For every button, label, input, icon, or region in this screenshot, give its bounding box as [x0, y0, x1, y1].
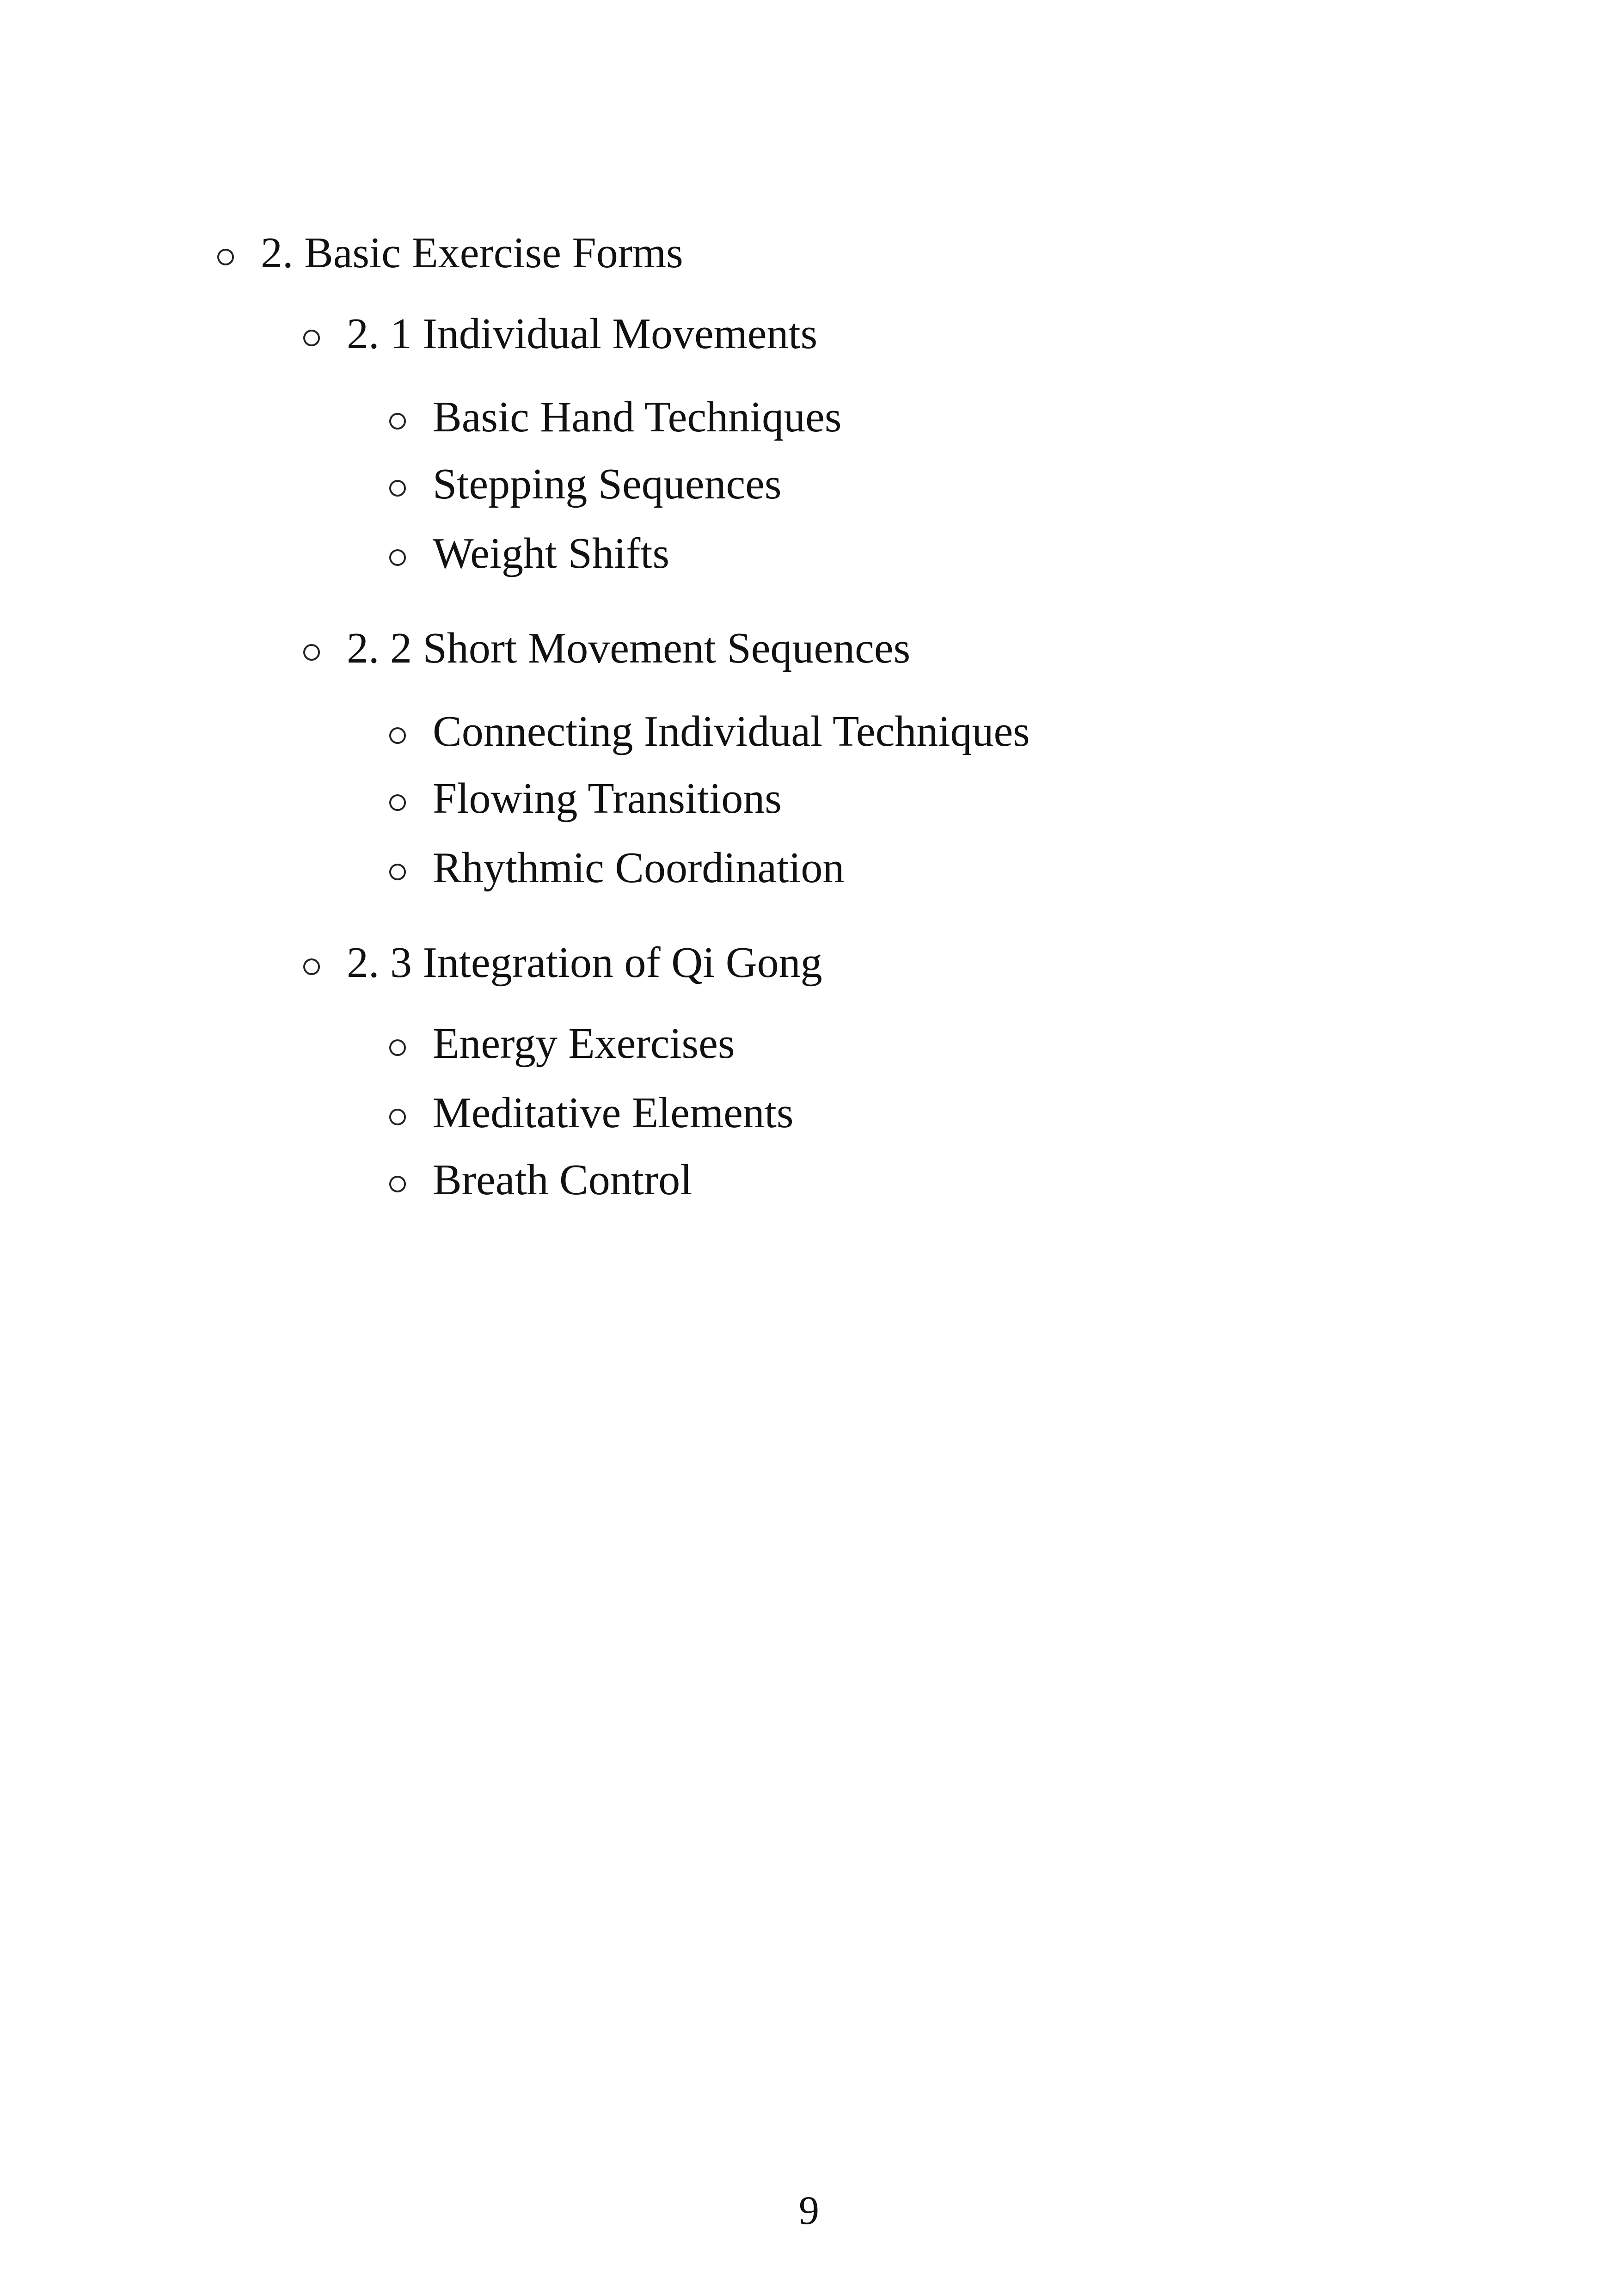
- outline-item-leaf: [389, 395, 841, 439]
- outline-item-leaf: [389, 462, 781, 506]
- subsection-title: 2. 3 Integration of Qi Gong: [347, 939, 822, 987]
- item-label: Energy Exercises: [433, 1019, 735, 1068]
- item-label: Connecting Individual Techniques: [433, 707, 1030, 755]
- hollow-circle-bullet-icon: [389, 549, 406, 566]
- outline-item-leaf: [389, 1019, 735, 1068]
- item-label: Meditative Elements: [433, 1089, 794, 1137]
- outline-item-leaf: [389, 1091, 794, 1135]
- subsection-title: 2. 1 Individual Movements: [347, 310, 818, 358]
- hollow-circle-bullet-icon: [303, 644, 320, 661]
- hollow-circle-bullet-icon: [303, 958, 320, 975]
- page-number: 9: [799, 2188, 819, 2233]
- hollow-circle-bullet-icon: [389, 1039, 406, 1056]
- item-label: Rhythmic Coordination: [433, 844, 845, 892]
- hollow-circle-bullet-icon: [389, 480, 406, 497]
- item-label: Basic Hand Techniques: [433, 393, 842, 441]
- hollow-circle-bullet-icon: [303, 330, 320, 346]
- hollow-circle-bullet-icon: [389, 794, 406, 811]
- section-title: 2. Basic Exercise Forms: [261, 229, 683, 277]
- hollow-circle-bullet-icon: [389, 1176, 406, 1192]
- outline-item-leaf: [389, 846, 844, 890]
- hollow-circle-bullet-icon: [389, 1109, 406, 1125]
- outline-item-leaf: [389, 774, 782, 823]
- outline-item-subsection-2: [303, 626, 910, 670]
- subsection-title: 2. 2 Short Movement Sequences: [347, 624, 911, 672]
- outline-item-subsection-3: [303, 939, 822, 987]
- hollow-circle-bullet-icon: [389, 727, 406, 744]
- hollow-circle-bullet-icon: [389, 413, 406, 430]
- outline-item-section: [217, 231, 683, 275]
- item-label: Weight Shifts: [433, 529, 670, 577]
- outline-item-leaf: [389, 707, 1030, 755]
- item-label: Breath Control: [433, 1156, 693, 1204]
- item-label: Stepping Sequences: [433, 460, 782, 508]
- hollow-circle-bullet-icon: [389, 864, 406, 880]
- outline-item-leaf: [389, 529, 670, 577]
- outline-item-leaf: [389, 1158, 692, 1202]
- outline-item-subsection-1: [303, 312, 817, 356]
- hollow-circle-bullet-icon: [217, 249, 234, 265]
- item-label: Flowing Transitions: [433, 774, 782, 823]
